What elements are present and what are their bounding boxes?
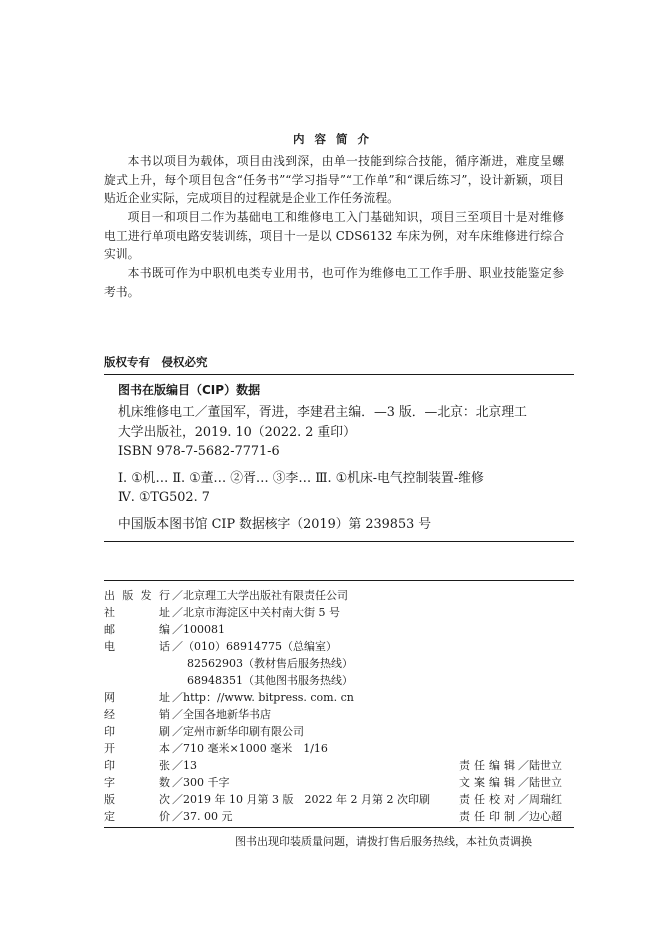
price-label: 定 价 [104,810,170,823]
price-value: ／37. 00 元 [172,810,233,823]
words-value: ／300 千字 [172,776,230,789]
proofreader-label: 责任校对 [459,793,515,806]
cip-book-line-2: 大学出版社，2019. 10（2022. 2 重印） [118,425,356,440]
intro-paragraph-1: 本书以项目为载体，项目由浅到深，由单一技能到综合技能，循序渐进，难度呈螺旋式上升，每个项目包含“任务书”“学习指导”“工作单”和“课后练习”，设计新颖，项目贴近企业实际，完成项目的过程就是企业工作任务流程。 [104,154,564,206]
phone-value: ／（010）68914775（总编室） [172,640,337,653]
distributor-label: 经 销 [104,708,170,721]
cip-class-line-1: Ⅰ. ①机… Ⅱ. ①董… ②胥… ③李… Ⅲ. ①机床-电气控制装置-维修 [118,471,484,486]
publisher-value: ／北京理工大学出版社有限责任公司 [172,589,348,602]
copyright-notice: 版权专有 侵权必究 [104,355,208,369]
sheets-label: 印 张 [104,759,170,772]
copy-editor-value: ／陆世立 [518,776,562,789]
printer-label: 印 刷 [104,725,170,738]
proofreader-value: ／周瑞红 [518,793,562,806]
intro-paragraph-3: 本书既可作为中职机电类专业用书，也可作为维修电工工作手册、职业技能鉴定参考书。 [104,266,564,299]
phone-label: 电 话 [104,640,170,653]
cip-bottom-rule [104,541,574,542]
responsible-editor-label: 责任编辑 [459,759,515,772]
address-label: 社 址 [104,606,170,619]
quality-notice: 图书出现印装质量问题，请拨打售后服务热线，本社负责调换 [235,835,532,848]
format-value: ／710 毫米×1000 毫米 1/16 [172,742,328,755]
distributor-value: ／全国各地新华书店 [172,708,271,721]
postcode-value: ／100081 [172,623,225,636]
words-label: 字 数 [104,776,170,789]
format-label: 开 本 [104,742,170,755]
phone-extra-1: 82562903（教材售后服务热线） [187,657,353,670]
cip-class-line-2: Ⅳ. ①TG502. 7 [118,490,210,505]
cip-book-line-1: 机床维修电工／董国军，胥进，李建君主编．—3 版．—北京：北京理工 [118,405,527,420]
printer-value: ／定州市新华印刷有限公司 [172,725,304,738]
website-value: ／http：//www. bitpress. com. cn [172,691,354,704]
intro-paragraph-2: 项目一和项目二作为基础电工和维修电工入门基础知识，项目三至项目十是对维修电工进行单项电路安装训练，项目十一是以 CDS6132 车床为例，对车床维修进行综合实训。 [104,210,564,262]
publish-top-rule [104,580,574,581]
edition-label: 版 次 [104,793,170,806]
edition-value: ／2019 年 10 月第 3 版 2022 年 2 月第 2 次印刷 [172,793,430,806]
copy-editor-label: 文案编辑 [459,776,515,789]
cip-isbn: ISBN 978-7-5682-7771-6 [118,444,280,459]
postcode-label: 邮 编 [104,623,170,636]
cip-title: 图书在版编目（CIP）数据 [118,383,261,397]
print-manager-label: 责任印制 [459,810,515,823]
phone-extra-2: 68948351（其他图书服务热线） [187,674,353,687]
print-manager-value: ／边心超 [518,810,562,823]
publish-bottom-rule [104,827,574,828]
website-label: 网 址 [104,691,170,704]
publisher-label: 出版发行 [104,589,170,602]
address-value: ／北京市海淀区中关村南大街 5 号 [172,606,340,619]
cip-top-rule [104,374,574,375]
responsible-editor-value: ／陆世立 [518,759,562,772]
cip-data-number: 中国版本图书馆 CIP 数据核字（2019）第 239853 号 [118,517,432,532]
sheets-value: ／13 [172,759,197,772]
intro-title: 内 容 简 介 [292,132,372,146]
